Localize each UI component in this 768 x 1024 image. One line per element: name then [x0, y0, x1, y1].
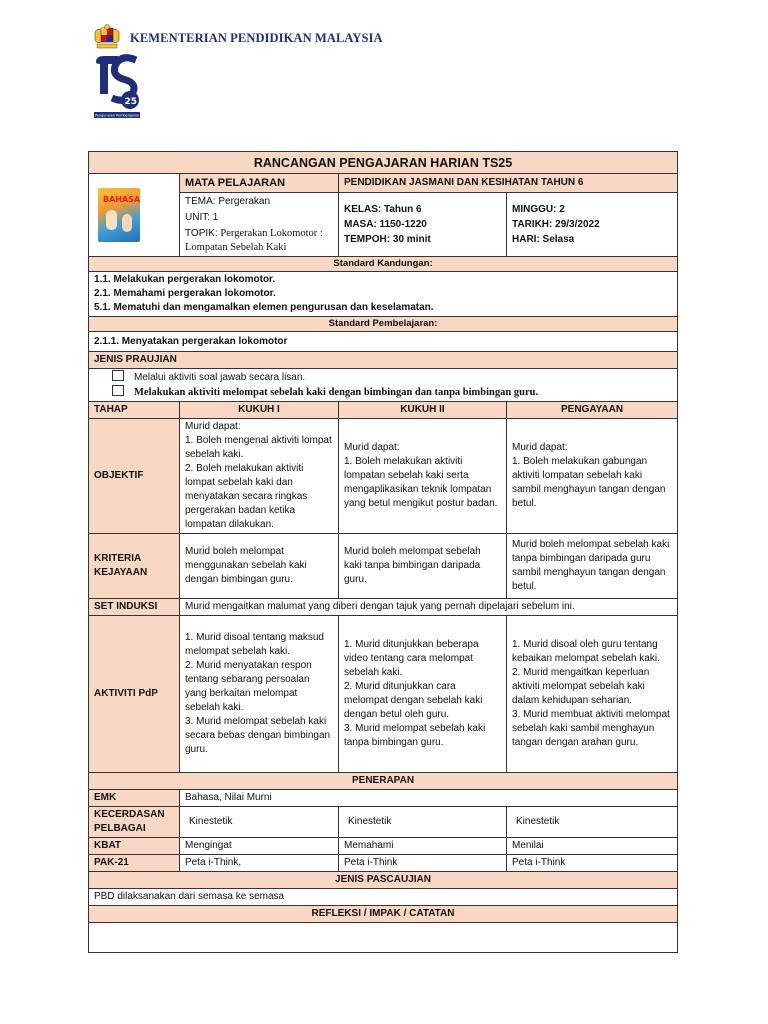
jenis-pascaujian-value: PBD dilaksanakan dari semasa ke semasa [89, 889, 678, 906]
objektif-kukuh-2: Murid dapat: 1. Boleh melakukan aktiviti lompatan sebelah kaki serta mengaplikasikan teknik lompatan yang betul mengikut postur badan. [339, 419, 507, 534]
kriteria-kukuh-1: Murid boleh melompat menggunakan sebelah kaki dengan bimbingan guru. [180, 534, 339, 599]
kecerdasan-label: KECERDASAN PELBAGAI [89, 807, 180, 838]
aktiviti-pengayaan: 1. Murid disoal oleh guru tentang kebaikan melompat sebelah kaki. 2. Murid mengaitkan keperluan aktiviti melompat sebelah kaki dalam kehidupan seharian. 3. Murid membuat aktiviti melompat sebelah kaki sambil menghayun tangan dengan arahan guru. [507, 616, 678, 773]
objektif-label: OBJEKTIF [89, 419, 180, 534]
lesson-topic-cell [180, 193, 339, 257]
col-kukuh-1: KUKUH I [180, 402, 339, 419]
standard-kandungan-heading: Standard Kandungan: [89, 257, 678, 272]
emk-label: EMK [89, 790, 180, 807]
set-induksi-label: SET INDUKSI [89, 599, 180, 616]
checkbox-icon [112, 370, 124, 381]
book-cover-text: BAHASA [103, 195, 141, 204]
kelas-cell [339, 193, 507, 257]
kriteria-pengayaan: Murid boleh melompat sebelah kaki tanpa bimbingan daripada guru sambil menghayun tangan dengan betul. [507, 534, 678, 599]
praujian-item-1: Melalui aktiviti soal jawab secara lisan. [89, 370, 677, 385]
praujian-item-2: Melakukan aktiviti melompat sebelah kaki dengan bimbingan dan tanpa bimbingan guru. [89, 385, 677, 400]
sk-item-1: 1.1. Melakukan pergerakan lokomotor. [94, 274, 276, 285]
malaysia-crest-icon [92, 24, 122, 50]
col-pengayaan: PENGAYAAN [507, 402, 678, 419]
tempoh-text: TEMPOH: 30 minit [344, 233, 431, 245]
jenis-praujian-heading: JENIS PRAUJIAN [89, 352, 678, 369]
col-tahap: TAHAP [89, 402, 180, 419]
page-header [92, 24, 412, 118]
logo-number: 25 [124, 97, 138, 107]
aktiviti-kukuh-1: 1. Murid disoal tentang maksud melompat sebelah kaki. 2. Murid menyatakan respon tentang sebarang persoalan yang berkaitan melompat sebelah kaki. 3. Murid melompat sebelah kaki secara bebas dengan bimbingan guru. [180, 616, 339, 773]
mata-pelajaran-value: PENDIDIKAN JASMANI DAN KESIHATAN TAHUN 6 [339, 174, 678, 193]
pak21-kukuh-2: Peta i-Think [339, 855, 507, 872]
masa-text: MASA: 1150-1220 [344, 218, 427, 230]
pak21-kukuh-1: Peta i-Think, [180, 855, 339, 872]
kelas-text: KELAS: Tahun 6 [344, 203, 422, 215]
topik-value: Pergerakan Lokomotor : Lompatan Sebelah Kaki [185, 228, 323, 253]
sk-item-2: 2.1. Memahami pergerakan lokomotor. [94, 288, 276, 299]
objektif-pengayaan: Murid dapat: 1. Boleh melakukan gabungan aktiviti lompatan sebelah kaki sambil menghayun tangan dengan betul. [507, 419, 678, 534]
unit-text: UNIT: 1 [185, 212, 219, 223]
jenis-praujian-list [89, 369, 678, 402]
emk-value: Bahasa, Nilai Murni [180, 790, 678, 807]
standard-kandungan-list [89, 272, 678, 317]
ministry-name: KEMENTERIAN PENDIDIKAN MALAYSIA [130, 31, 383, 45]
aktiviti-kukuh-2: 1. Murid ditunjukkan beberapa video tentang cara melompat sebelah kaki. 2. Murid ditunjukkan cara melompat dengan sebelah kaki dengan betul oleh guru. 3. Murid melompat sebelah kaki tanpa bimbingan guru. [339, 616, 507, 773]
kecerdasan-pengayaan: Kinestetik [507, 807, 678, 838]
refleksi-heading: REFLEKSI / IMPAK / CATATAN [89, 906, 678, 923]
topik-label: TOPIK: [185, 228, 218, 239]
penerapan-heading: PENERAPAN [89, 773, 678, 790]
jenis-pascaujian-heading: JENIS PASCAUJIAN [89, 872, 678, 889]
minggu-text: MINGGU: 2 [512, 203, 565, 215]
sk-item-3: 5.1. Mematuhi dan mengamalkan elemen pengurusan dan keselamatan. [94, 302, 434, 313]
book-cover-cell [89, 174, 180, 257]
pak21-label: PAK-21 [89, 855, 180, 872]
ts25-logo-icon [92, 54, 158, 134]
refleksi-body [89, 923, 678, 953]
objektif-kukuh-1: Murid dapat: 1. Boleh mengenal aktiviti lompat sebelah kaki. 2. Boleh melakukan aktiviti lompat sebelah kaki dan menyatakan secara ringkas pergerakan badan ketika lompatan dilakukan. [180, 419, 339, 534]
kbat-kukuh-1: Mengingat [180, 838, 339, 855]
aktiviti-label: AKTIVITI PdP [89, 616, 180, 773]
kbat-pengayaan: Menilai [507, 838, 678, 855]
minggu-cell [507, 193, 678, 257]
mata-pelajaran-label: MATA PELAJARAN [180, 174, 339, 193]
hari-text: HARI: Selasa [512, 233, 575, 245]
standard-pembelajaran-item: 2.1.1. Menyatakan pergerakan lokomotor [89, 332, 678, 352]
book-cover-image [98, 188, 140, 242]
kbat-label: KBAT [89, 838, 180, 855]
page-title: RANCANGAN PENGAJARAN HARIAN TS25 [89, 152, 678, 174]
kecerdasan-kukuh-1: Kinestetik [180, 807, 339, 838]
standard-pembelajaran-heading: Standard Pembelajaran: [89, 317, 678, 332]
lesson-plan-table [88, 151, 678, 953]
kriteria-label: KRITERIA KEJAYAAN [89, 534, 180, 599]
kriteria-kukuh-2: Murid boleh melompat sebelah kaki tanpa bimbingan daripada guru. [339, 534, 507, 599]
col-kukuh-2: KUKUH II [339, 402, 507, 419]
tema-text: TEMA: Pergerakan [185, 196, 271, 207]
checkbox-icon [112, 385, 124, 396]
kbat-kukuh-2: Memahami [339, 838, 507, 855]
tarikh-text: TARIKH: 29/3/2022 [512, 218, 600, 230]
pak21-pengayaan: Peta i-Think [507, 855, 678, 872]
kecerdasan-kukuh-2: Kinestetik [339, 807, 507, 838]
logo-caption: Pengurusan Pembelajaran Bermakna [95, 113, 158, 118]
set-induksi-value: Murid mengaitkan malumat yang diberi dengan tajuk yang pernah dipelajari sebelum ini. [180, 599, 678, 616]
